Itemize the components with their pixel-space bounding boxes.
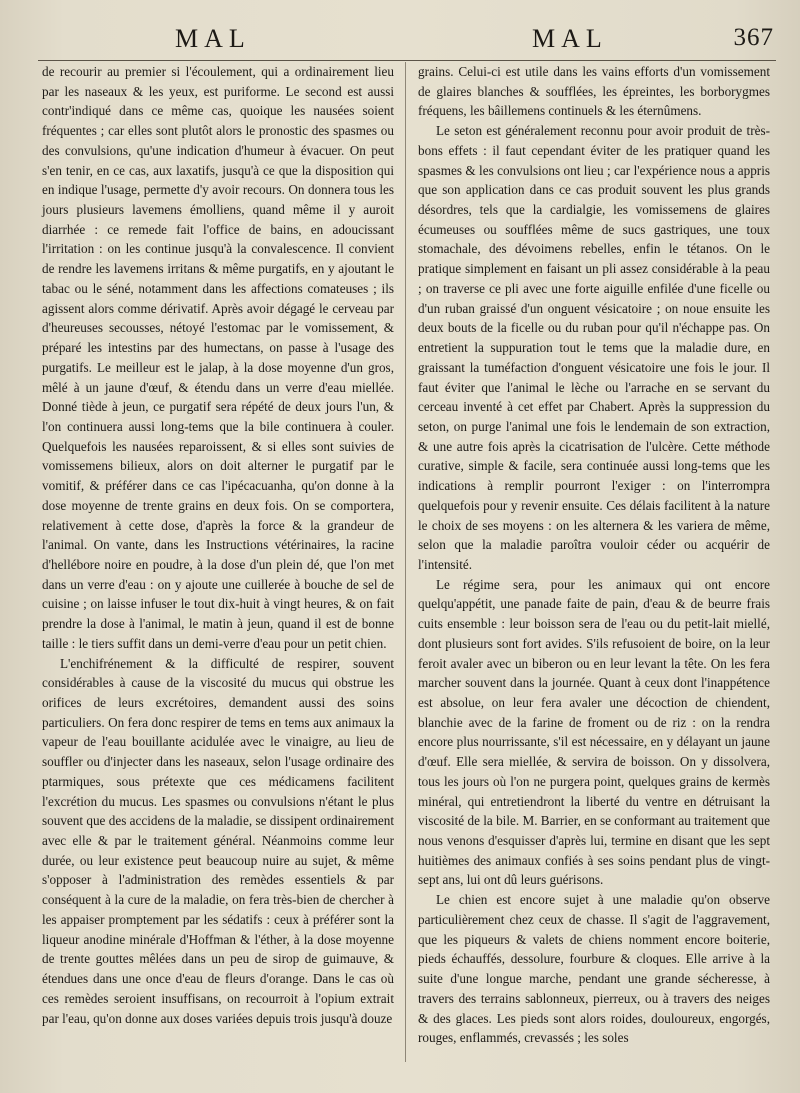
running-header [40, 24, 774, 58]
right-paragraph-1: grains. Celui-ci est utile dans les vains efforts d'un vomissement de glaires blanches & soufflées, les épreintes, les borborygmes fréquens, les bâillemens continuels & les éternûmens. [418, 64, 770, 119]
left-paragraph-2: L'enchifrénement & la difficulté de respirer, souvent considérables à cause de la viscosité du mucus qui obstrue les orifices de leurs excrétoires, demandent aussi des soins particuliers. On fera donc respirer de tems en tems aux animaux la vapeur de l'eau bouillante acidulée avec le vinaigre, au lieu de souffler ou d'injecter dans les naseaux, selon l'usage ordinaire des ptarmiques, sous prétexte que ces médicamens facilitent l'excrétion du mucus. Les spasmes ou convulsions n'étant le plus souvent que des accidens de la maladie, se dissipent ordinairement avec elle & par le traitement général. Néanmoins comme leur durée, ou leur existence peut beaucoup nuire au sujet, & même s'opposer à l'administration des remèdes essentiels & par conséquent à la cure de la maladie, on fera très-bien de chercher à les appaiser promptement par les sédatifs : ceux à préférer sont la liqueur anodine minérale d'Hoffman & l'éther, à la dose moyenne de trente gouttes mêlées dans un peu de sirop de guimauve, & étendues dans une once d'eau de fleurs d'orange. Dans le cas où ces remèdes seroient insuffisans, on recourroit à l'opium extrait par l'eau, qu'on donne aux doses variées depuis trois jusqu'à douze [42, 655, 394, 1026]
right-paragraph-3: Le régime sera, pour les animaux qui ont encore quelqu'appétit, une panade faite de pain, d'eau & de beurre frais cuits ensemble : leur boisson sera de l'eau ou du petit-lait miellé, dont plusieurs sont fort avides. S'ils refusoient de boire, on la leur feroit avaler avec un biberon ou en leur levant la tête. On les fera marcher souvent dans la journée. Quant à ceux dont l'inappétence est absolue, on leur fera avaler une décoction de chiendent, blanchie avec de la farine de froment ou de riz : on la rendra encore plus nourrissante, s'il est nécessaire, en y délayant un jaune d'œuf. Elle sera miellée, & servira de boisson. On y dissolvera, tous les jours où l'on ne purgera point, quelques grains de kermès minéral, qui entretiendront la liberté du ventre en détruisant la viscosité de la bile. M. Barrier, en se conformant au traitement que nous venons d'esquisser d'après lui, termine en disant que les sept huitièmes des animaux confiés à ses soins pendant plus de vingt-sept ans, lui ont dû leurs guérisons. [418, 576, 770, 888]
page-number: 367 [733, 24, 774, 51]
column-divider [405, 62, 406, 1062]
right-paragraph-2: Le seton est généralement reconnu pour avoir produit de très-bons effets : il faut cependant éviter de les pratiquer quand les spasmes & les convulsions ont lieu ; car l'expérience nous a appris que son application dans ce cas produit souvent les plus grands désordres, tels que la cardialgie, les vomissemens de glaires écumeuses ou soufflées même de sucs gastriques, une toux stomachale, des dévoimens rebelles, enfin le tétanos. On le pratique simplement en faisant un pli assez considérable à la peau ; on traverse ce pli avec une forte aiguille enfilée d'une ficelle ou d'un ruban graissé d'un onguent vésicatoire ; on noue ensuite les deux bouts de la ficelle ou du ruban pour qu'il n'échappe pas. On entretient la suppuration tout le tems que la maladie dure, en graissant la tuméfaction d'onguent vésicatoire une fois le jour. Il faut éviter que l'animal le lèche ou l'arrache en se servant du cerceau inventé à cet effet par Chabert. Après la suppression du seton, on purge l'animal une fois le lendemain de son extraction, & une autre fois après la cicatrisation de l'ulcère. Cette méthode curative, simple & facile, sera continuée aussi long-tems que les indications à remplir pourront l'exiger : on l'interrompra quelquefois pour y revenir ensuite. Ces délais facilitent à la nature le choix de ses moyens : on les alternera & les variera de même, selon que la maladie paroîtra vouloir céder ou acquérir de l'intensité. [418, 123, 770, 572]
left-column [42, 62, 394, 1028]
right-column [418, 62, 770, 1048]
header-left-title: MAL [175, 24, 251, 53]
header-right-title: MAL [532, 24, 608, 53]
left-paragraph-1: de recourir au premier si l'écoulement, qui a ordinairement lieu par les naseaux & les yeux, est puriforme. Le second est aussi contr'indiqué dans ce même cas, quoique les nausées soient fréquentes ; car elles sont plutôt alors le pronostic des spasmes ou des convulsions, qu'une indication d'humeur à évacuer. On peut s'en tenir, en ce cas, aux laxatifs, jusqu'à ce que la disposition qui en indique l'usage, permette d'y avoir recours. On donnera tous les jours plusieurs lavemens émolliens, quand même il y auroit diarrhée : ce remede fait l'office de bains, en adoucissant l'irritation : on les continue jusqu'à la convalescence. Il convient de rendre les lavemens irritans & même purgatifs, en y ajoutant le tabac ou le séné, notamment dans les affections comateuses ; ils agissent alors comme dérivatif. Après avoir dégagé le cerveau par d'heureuses secousses, nétoyé l'estomac par le vomissement, & préparé les intestins par des humectans, on passe à l'usage des purgatifs. Le meilleur est le jalap, à la dose moyenne d'un gros, mêlé à un jaune d'œuf, & étendu dans un verre d'eau miellée. Donné tiède à jeun, ce purgatif sera répété de deux jours l'un, & l'on continuera aussi long-tems que la bile continuera à couler. Quelquefois les nausées reparoissent, & si elles sont suivies de vomissemens bilieux, alors on doit alterner le purgatif par le vomitif, & préférer dans ce cas l'ipécacuanha, qu'on donne à la dose moyenne de trente grains en deux fois. On se comportera, relativement à cette dose, d'après la force & la grandeur de l'animal. On vante, dans les Instructions vétérinaires, la racine d'hellébore noire en poudre, à la dose d'un plein dé, que l'on met dans un verre d'eau : on y ajoute une cuillerée à bouche de sel de cuisine ; on laisse infuser le tout dix-huit à vingt heures, & on fait prendre la dose à l'animal, le matin à jeun, quand il est de bonne taille : le tiers suffit dans un demi-verre d'eau pour un petit chien. [42, 64, 394, 651]
header-rule [38, 60, 776, 61]
right-paragraph-4: Le chien est encore sujet à une maladie qu'on observe particulièrement chez ceux de chasse. Il s'agit de l'aggravement, que les piqueurs & valets de chiens nomment encore boiterie, pieds échauffés, dessolure, fourbure & cloques. Elle arrive à la suite d'une longue marche, pendant une grande sécheresse, à travers des terrains sablonneux, pierreux, ou à travers des neiges & des glaces. Les pieds sont alors roides, douloureux, engorgés, rouges, enflammés, crevassés ; les soles [418, 892, 770, 1046]
